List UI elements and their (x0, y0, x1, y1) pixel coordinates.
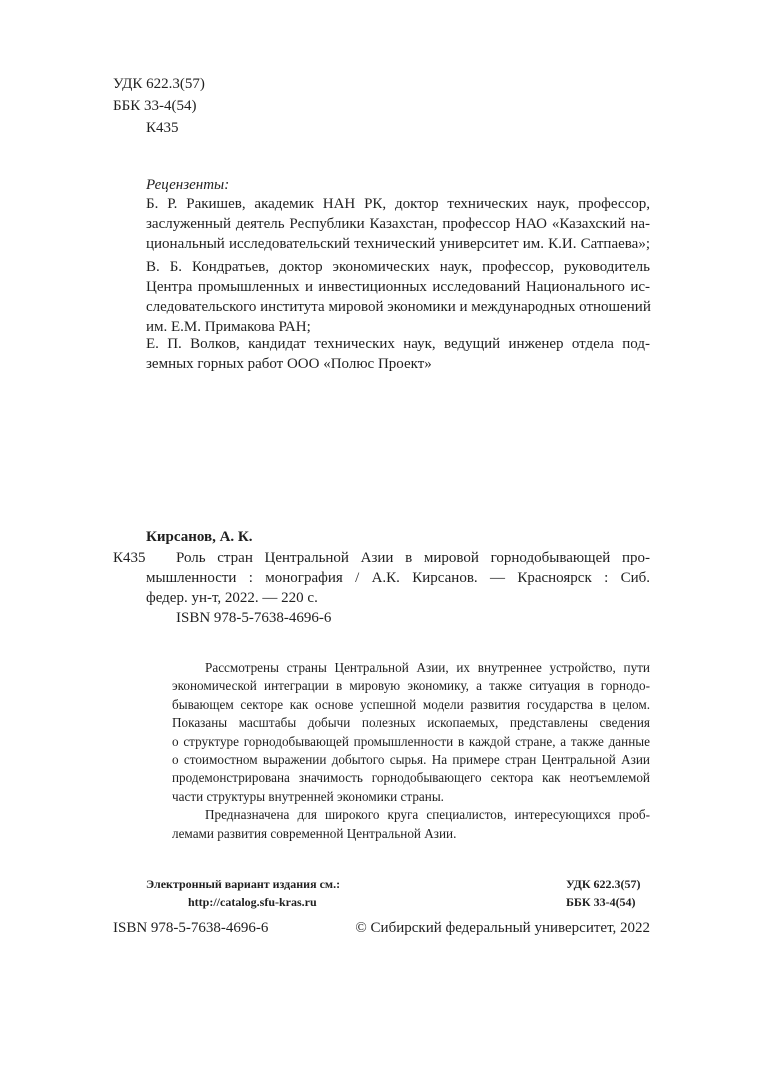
reviewer-2 (146, 257, 650, 337)
abstract-line: Показаны масштабы добычи полезных ископаемых, представлены сведения (172, 715, 650, 731)
catalog-isbn: ISBN 978-5-7638-4696-6 (176, 610, 332, 626)
catalog-author: Кирсанов, А. К. (146, 529, 253, 545)
reviewer-1-line: циональный исследовательский технический университет им. К.И. Сатпаева»; (146, 236, 650, 252)
reviewer-3 (146, 334, 650, 374)
abstract (172, 659, 650, 843)
abstract-line: части структуры внутренней экономики страны. (172, 788, 444, 804)
electronic-label: Электронный вариант издания см.: (146, 877, 341, 891)
reviewer-1 (146, 194, 650, 254)
reviewers-title: Рецензенты: (146, 177, 230, 193)
reviewer-3-line: Е. П. Волков, кандидат технических наук, ведущий инженер отдела под- (146, 336, 650, 352)
electronic-bbk: ББК 33-4(54) (566, 895, 636, 909)
abstract-line: о структуре горнодобывающей промышленности в каждой стране, а также данные (172, 733, 650, 749)
footer-copyright: © Сибирский федеральный университет, 2022 (355, 920, 650, 936)
catalog-description (146, 548, 650, 628)
reviewer-2-line: следовательского института мировой экономики и международных отношений (146, 299, 651, 315)
abstract-line: о стоимостном выражении добытого сырья. На примере стран Центральной Азии (172, 752, 650, 768)
reviewer-1-line: Б. Р. Ракишев, академик НАН РК, доктор технических наук, профессор, (146, 196, 650, 212)
abstract-line: Рассмотрены страны Центральной Азии, их внутреннее устройство, пути (205, 660, 650, 675)
footer-isbn: ISBN 978-5-7638-4696-6 (113, 920, 269, 936)
catalog-line: федер. ун-т, 2022. — 220 с. (146, 590, 318, 606)
udk-code: УДК 622.3(57) (113, 76, 205, 92)
bbk-code: ББК 33-4(54) (113, 98, 197, 114)
electronic-udk: УДК 622.3(57) (566, 877, 641, 891)
electronic-url[interactable]: http://catalog.sfu-kras.ru (188, 895, 317, 909)
author-sign: К435 (146, 120, 179, 136)
abstract-line: экономической интеграции в мировую экономику, а также ситуация в горнодо- (172, 678, 650, 694)
catalog-line: Роль стран Центральной Азии в мировой горнодобывающей про- (176, 550, 650, 566)
reviewer-2-line: Центра промышленных и инвестиционных исследований Национального ис- (146, 279, 650, 295)
reviewer-2-line: В. Б. Кондратьев, доктор экономических наук, профессор, руководитель (146, 259, 650, 275)
reviewer-1-line: заслуженный деятель Республики Казахстан, профессор НАО «Казахский на- (146, 216, 650, 232)
abstract-line: лемами развития современной Центральной Азии. (172, 825, 457, 841)
abstract-line: бывающем секторе как основе успешной модели развития государства в целом. (172, 696, 650, 712)
catalog-line: мышленности : монография / А.К. Кирсанов. — Красноярск : Сиб. (146, 570, 650, 586)
abstract-line: продемонстрирована значимость горнодобывающего сектора как неотъемлемой (172, 770, 650, 786)
reviewer-3-line: земных горных работ ООО «Полюс Проект» (146, 356, 432, 372)
reviewer-2-line: им. Е.М. Примакова РАН; (146, 319, 311, 335)
abstract-line: Предназначена для широкого круга специалистов, интересующихся проб- (205, 807, 650, 823)
catalog-sign: К435 (113, 550, 146, 566)
